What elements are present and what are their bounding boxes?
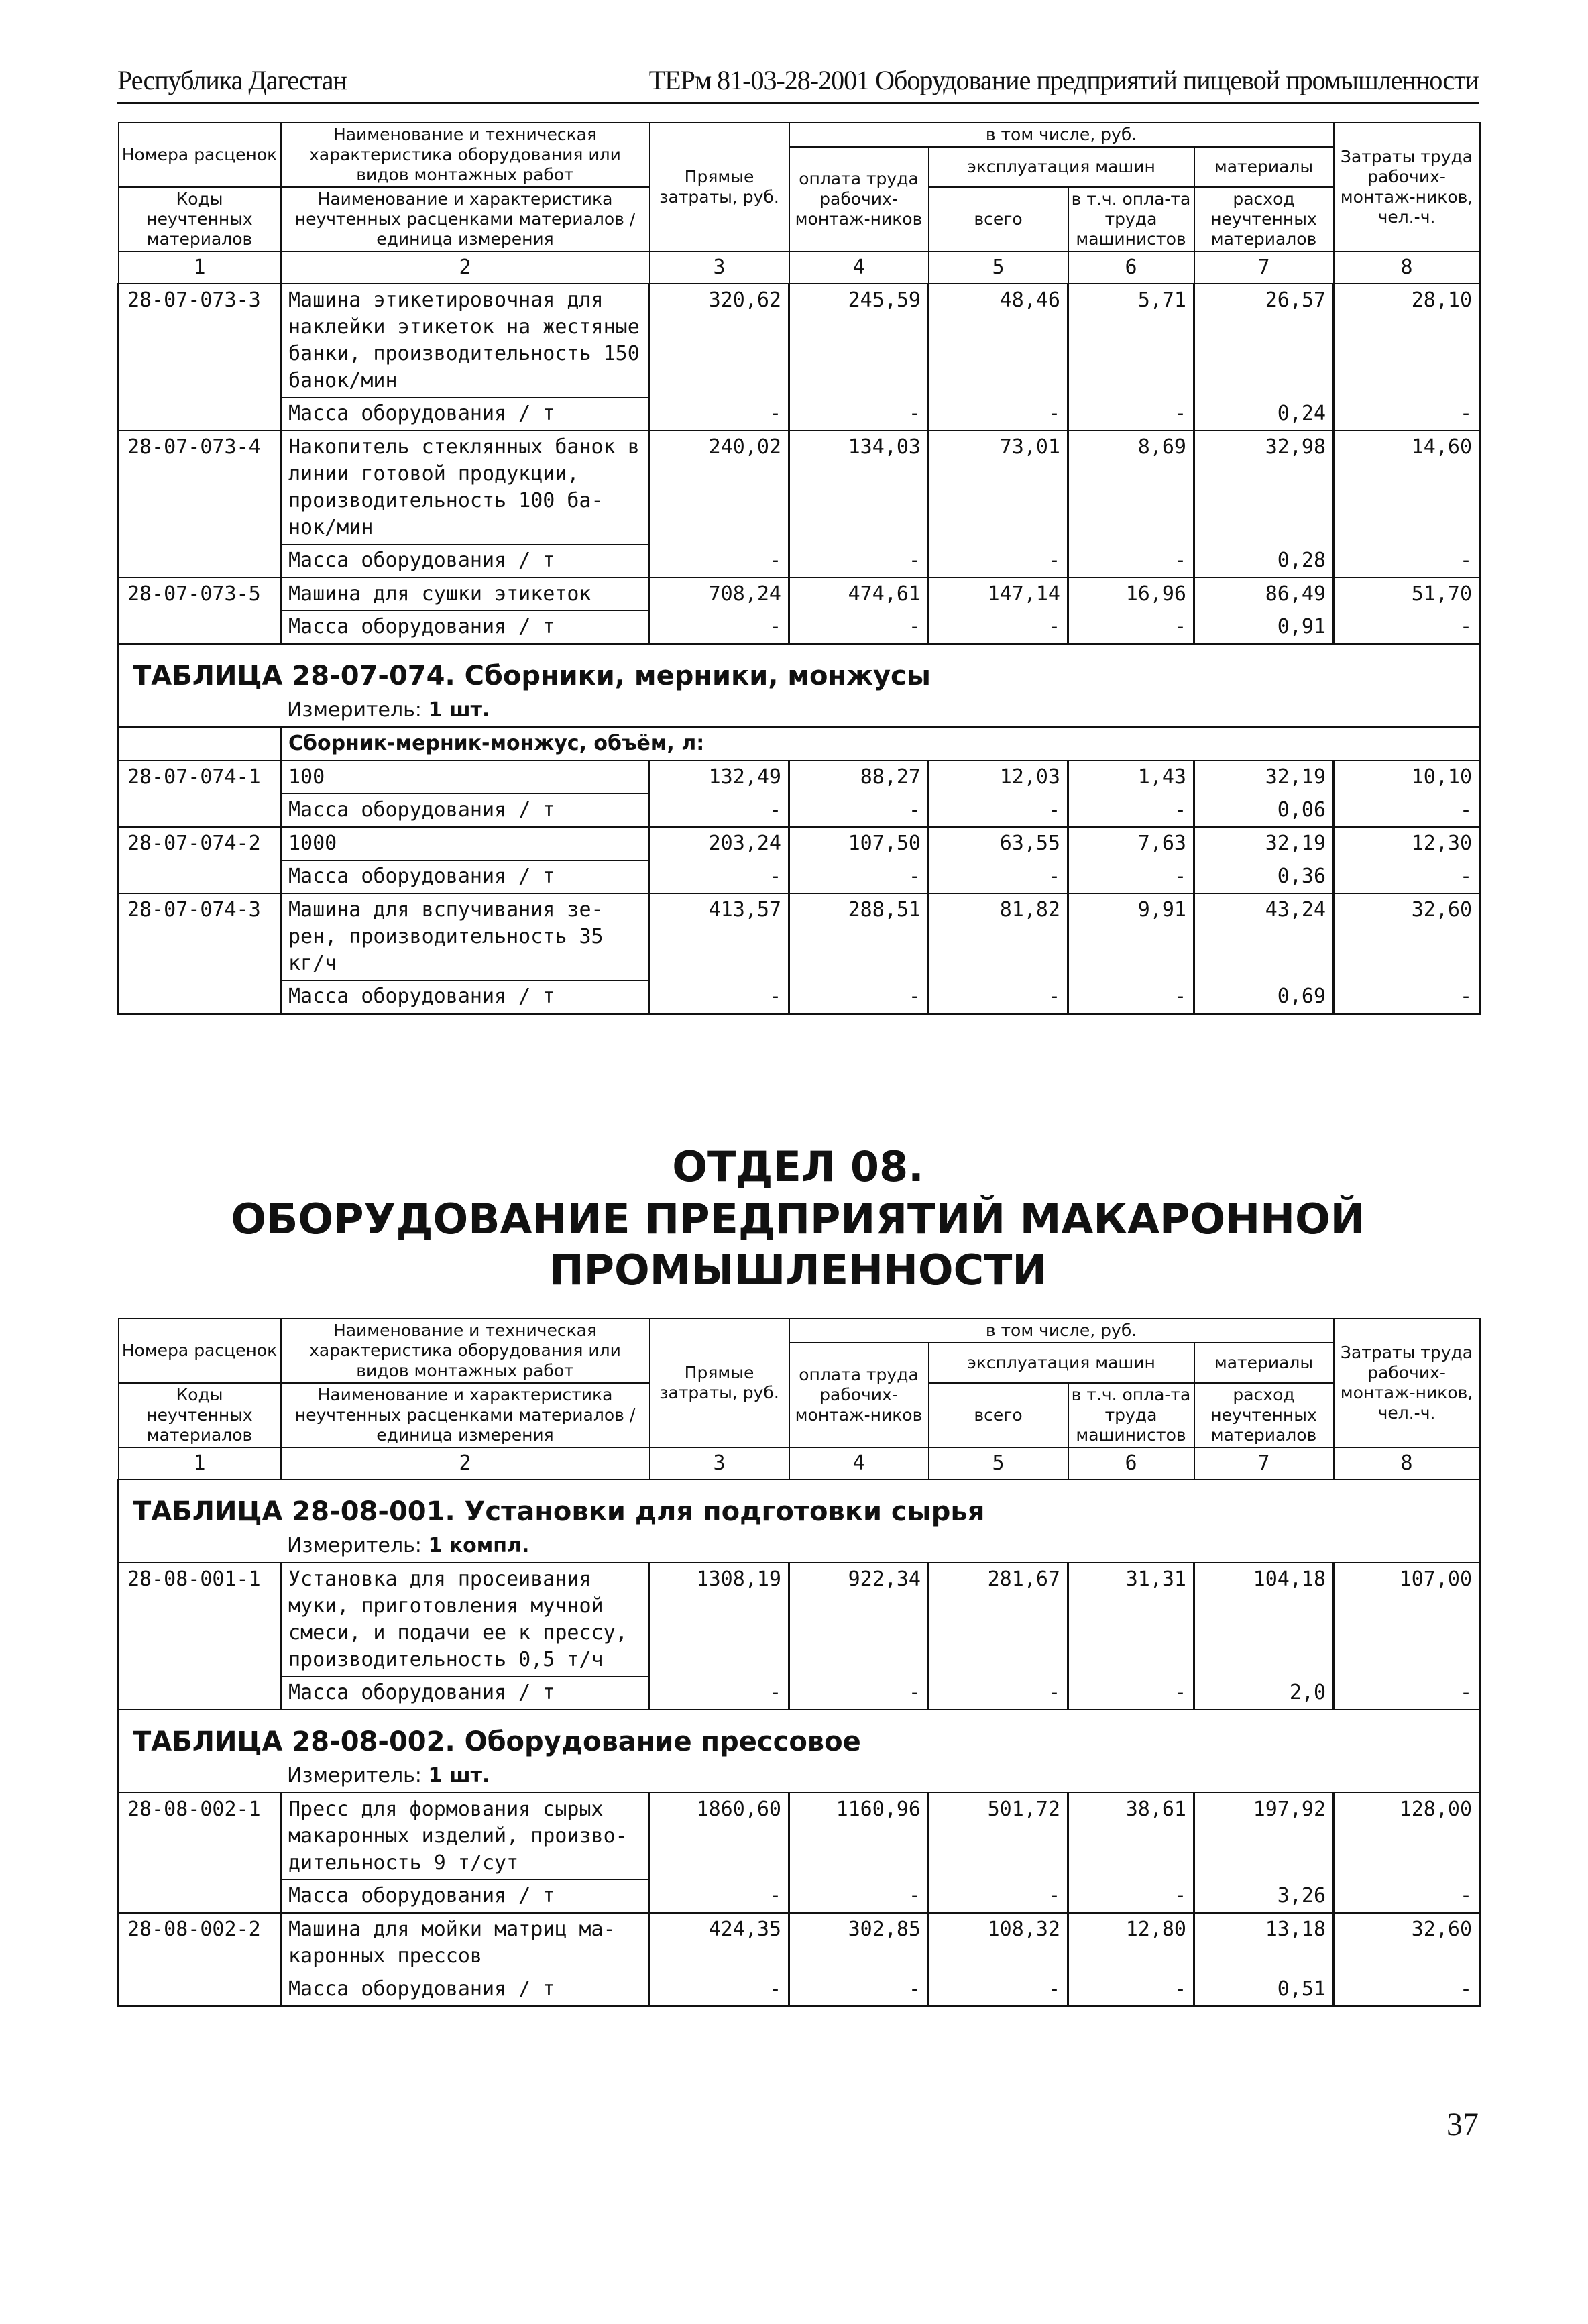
mass-m4: - [789,398,929,431]
mass-m3: - [650,611,789,645]
empty-code-cell [119,611,281,645]
mass-m3: - [650,794,789,828]
value-c7: 43,24 [1194,893,1334,981]
rate-code: 28-07-074-2 [119,827,281,861]
column-number: 5 [929,1447,1068,1480]
value-c3: 1308,19 [650,1563,789,1677]
column-number: 5 [929,252,1068,284]
value-c5: 501,72 [929,1793,1068,1880]
header-naim1: Наименование и техническая характеристика оборудования или видов монтажных работ [281,1319,650,1383]
mass-m3: - [650,981,789,1014]
rate-name: Установка для просеивания муки, приготовления мучной смеси, и подачи ее к прессу, производительность 0,5 т/ч [281,1563,650,1677]
section-title-line2: ПРОМЫШЛЕННОСТИ [549,1246,1047,1294]
column-number: 8 [1334,1447,1480,1480]
value-c4: 107,50 [789,827,929,861]
header-v-tom-chisle: в том числе, руб. [789,1319,1334,1343]
value-c3: 320,62 [650,284,789,398]
rate-name: 100 [281,761,650,794]
rate-code: 28-07-074-3 [119,893,281,981]
mass-m8: - [1334,1973,1480,2007]
rate-name: Машина для сушки этикеток [281,577,650,611]
header-oplata: оплата труда рабочих-монтаж-ников [789,1343,929,1447]
table-row [119,893,1480,981]
empty-code-cell [119,1880,281,1914]
meter-label: Измеритель: [287,1534,429,1557]
value-c4: 474,61 [789,577,929,611]
table-row [119,1563,1480,1677]
mass-m4: - [789,611,929,645]
mass-m5: - [929,981,1068,1014]
mass-m5: - [929,861,1068,894]
mass-m7: 0,36 [1194,861,1334,894]
table-title-row [119,1480,1480,1563]
section-title-line1: ОБОРУДОВАНИЕ ПРЕДПРИЯТИЙ МАКАРОННОЙ [231,1195,1365,1243]
table-row [119,1793,1480,1880]
table-title-row [119,1710,1480,1793]
value-c8: 14,60 [1334,431,1480,545]
mass-label: Масса оборудования / т [281,794,650,828]
column-number: 6 [1068,1447,1194,1480]
mass-m8: - [1334,1677,1480,1710]
column-number: 3 [650,252,789,284]
empty-code-cell [119,398,281,431]
value-c3: 424,35 [650,1913,789,1973]
header-naim1: Наименование и техническая характеристика оборудования или видов монтажных работ [281,123,650,187]
mass-m4: - [789,1973,929,2007]
mass-m6: - [1068,1973,1194,2007]
header-vt-oplata: в т.ч. опла-та труда машинистов [1068,187,1194,252]
meter-label: Измеритель: [287,1764,429,1787]
value-c5: 108,32 [929,1913,1068,1973]
value-c8: 12,30 [1334,827,1480,861]
value-c6: 31,31 [1068,1563,1194,1677]
value-c4: 88,27 [789,761,929,794]
header-materialy: материалы [1194,147,1334,187]
column-numbers-row [119,252,1480,284]
mass-m4: - [789,1677,929,1710]
value-c6: 8,69 [1068,431,1194,545]
mass-m5: - [929,398,1068,431]
value-c8: 32,60 [1334,1913,1480,1973]
value-c5: 12,03 [929,761,1068,794]
mass-m5: - [929,1677,1068,1710]
mass-m3: - [650,398,789,431]
column-number: 2 [281,252,650,284]
mass-m7: 0,69 [1194,981,1334,1014]
value-c6: 16,96 [1068,577,1194,611]
value-c4: 245,59 [789,284,929,398]
column-number: 4 [789,252,929,284]
empty-code-cell [119,1677,281,1710]
rate-code: 28-08-002-2 [119,1913,281,1973]
value-c3: 203,24 [650,827,789,861]
value-c5: 147,14 [929,577,1068,611]
table-row [119,577,1480,611]
mass-row [119,611,1480,645]
mass-label: Масса оборудования / т [281,545,650,578]
value-c3: 1860,60 [650,1793,789,1880]
value-c7: 32,19 [1194,827,1334,861]
mass-m8: - [1334,398,1480,431]
mass-m3: - [650,545,789,578]
header-ekspl: эксплуатация машин [929,147,1194,187]
table-row [119,761,1480,794]
value-c6: 9,91 [1068,893,1194,981]
value-c8: 128,00 [1334,1793,1480,1880]
meter-label: Измеритель: [287,698,429,722]
header-zatraty: Затраты труда рабочих-монтаж-ников, чел.-ч. [1334,123,1480,252]
value-c5: 81,82 [929,893,1068,981]
mass-m7: 3,26 [1194,1880,1334,1914]
value-c8: 10,10 [1334,761,1480,794]
header-vt-oplata: в т.ч. опла-та труда машинистов [1068,1383,1194,1447]
header-row-1 [119,1319,1480,1343]
mass-label: Масса оборудования / т [281,1880,650,1914]
value-c7: 26,57 [1194,284,1334,398]
rates-table-08 [117,1318,1481,2007]
value-c3: 708,24 [650,577,789,611]
mass-m3: - [650,1973,789,2007]
subheading-row [119,727,1480,761]
value-c6: 1,43 [1068,761,1194,794]
value-c8: 28,10 [1334,284,1480,398]
mass-m6: - [1068,398,1194,431]
table-title: ТАБЛИЦА 28-08-002. Оборудование прессовое [133,1726,861,1757]
rate-code: 28-08-002-1 [119,1793,281,1880]
mass-m4: - [789,545,929,578]
mass-m5: - [929,794,1068,828]
column-number: 7 [1194,252,1334,284]
value-c6: 7,63 [1068,827,1194,861]
mass-row [119,1880,1480,1914]
table-title-cell [119,644,1480,727]
mass-m6: - [1068,1880,1194,1914]
header-vsego: всего [929,1383,1068,1447]
mass-m4: - [789,1880,929,1914]
rate-code: 28-07-073-4 [119,431,281,545]
header-naim2: Наименование и характеристика неучтенных расценками материалов / единица измерения [281,187,650,252]
mass-m8: - [1334,1880,1480,1914]
value-c3: 132,49 [650,761,789,794]
table-row [119,1913,1480,1973]
mass-label: Масса оборудования / т [281,1677,650,1710]
mass-row [119,398,1480,431]
table-title: ТАБЛИЦА 28-08-001. Установки для подготовки сырья [133,1496,985,1527]
mass-m4: - [789,861,929,894]
column-number: 4 [789,1447,929,1480]
running-header [117,64,1479,104]
mass-row [119,981,1480,1014]
rate-code: 28-07-073-5 [119,577,281,611]
column-number: 7 [1194,1447,1334,1480]
empty-code-cell [119,545,281,578]
rate-name: Пресс для формования сырых макаронных изделий, произво-дительность 9 т/сут [281,1793,650,1880]
mass-m3: - [650,1677,789,1710]
empty-code-cell [119,861,281,894]
header-v-tom-chisle: в том числе, руб. [789,123,1334,147]
header-nomera: Номера расценок [119,1319,281,1383]
column-number: 2 [281,1447,650,1480]
rate-code: 28-07-073-3 [119,284,281,398]
section-number: ОТДЕЛ 08. [672,1142,924,1191]
mass-label: Масса оборудования / т [281,1973,650,2007]
header-kody: Коды неучтенных материалов [119,1383,281,1447]
header-ekspl: эксплуатация машин [929,1343,1194,1383]
mass-m7: 0,24 [1194,398,1334,431]
mass-m5: - [929,611,1068,645]
meter-value: 1 компл. [428,1534,530,1557]
mass-m6: - [1068,611,1194,645]
rate-name: Машина для вспучивания зе-рен, производительность 35 кг/ч [281,893,650,981]
page-number: 37 [1447,2107,1479,2142]
value-c7: 197,92 [1194,1793,1334,1880]
mass-m3: - [650,861,789,894]
header-rashod: расход неучтенных материалов [1194,187,1334,252]
table-meter [119,1760,1479,1792]
table-title-cell [119,1710,1480,1793]
rate-code: 28-08-001-1 [119,1563,281,1677]
header-rashod: расход неучтенных материалов [1194,1383,1334,1447]
mass-m8: - [1334,794,1480,828]
mass-row [119,545,1480,578]
meter-value: 1 шт. [428,1764,490,1787]
column-number: 1 [119,252,281,284]
mass-m8: - [1334,545,1480,578]
section-heading [117,1140,1479,1296]
value-c5: 281,67 [929,1563,1068,1677]
rate-code: 28-07-074-1 [119,761,281,794]
value-c7: 32,98 [1194,431,1334,545]
mass-row [119,1677,1480,1710]
mass-label: Масса оборудования / т [281,398,650,431]
mass-m5: - [929,1973,1068,2007]
mass-m7: 0,28 [1194,545,1334,578]
mass-label: Масса оборудования / т [281,861,650,894]
table-row [119,284,1480,398]
header-document-title: ТЕРм 81-03-28-2001 Оборудование предприятий пищевой промышленности [648,65,1479,95]
table-meter [119,1530,1479,1562]
mass-m7: 0,91 [1194,611,1334,645]
mass-m6: - [1068,861,1194,894]
table-meter [119,694,1479,726]
mass-m6: - [1068,1677,1194,1710]
value-c7: 13,18 [1194,1913,1334,1973]
header-pryamye: Прямые затраты, руб. [650,123,789,252]
rate-name: Машина для мойки матриц ма-каронных прессов [281,1913,650,1973]
header-region: Республика Дагестан [117,65,347,95]
mass-m7: 0,51 [1194,1973,1334,2007]
meter-value: 1 шт. [428,698,490,722]
value-c8: 32,60 [1334,893,1480,981]
value-c4: 1160,96 [789,1793,929,1880]
header-naim2: Наименование и характеристика неучтенных расценками материалов / единица измерения [281,1383,650,1447]
mass-label: Масса оборудования / т [281,981,650,1014]
rate-name: Машина этикетировочная для наклейки этикеток на жестяные банки, производительность 150 банок/мин [281,284,650,398]
value-c8: 51,70 [1334,577,1480,611]
value-c5: 48,46 [929,284,1068,398]
value-c6: 38,61 [1068,1793,1194,1880]
value-c3: 240,02 [650,431,789,545]
mass-m5: - [929,545,1068,578]
header-vsego: всего [929,187,1068,252]
mass-m6: - [1068,981,1194,1014]
empty-code-cell [119,1973,281,2007]
mass-m7: 2,0 [1194,1677,1334,1710]
table-row [119,431,1480,545]
mass-m8: - [1334,611,1480,645]
rates-table-07 [117,122,1481,1015]
mass-m8: - [1334,861,1480,894]
value-c3: 413,57 [650,893,789,981]
value-c5: 63,55 [929,827,1068,861]
value-c5: 73,01 [929,431,1068,545]
value-c7: 104,18 [1194,1563,1334,1677]
header-materialy: материалы [1194,1343,1334,1383]
column-number: 3 [650,1447,789,1480]
column-numbers-row [119,1447,1480,1480]
mass-m8: - [1334,981,1480,1014]
value-c4: 134,03 [789,431,929,545]
mass-label: Масса оборудования / т [281,611,650,645]
rate-name: 1000 [281,827,650,861]
mass-m3: - [650,1880,789,1914]
value-c7: 86,49 [1194,577,1334,611]
header-kody: Коды неучтенных материалов [119,187,281,252]
value-c6: 5,71 [1068,284,1194,398]
mass-m5: - [929,1880,1068,1914]
empty-code-cell [119,981,281,1014]
mass-row [119,794,1480,828]
table-row [119,827,1480,861]
table-title-row [119,644,1480,727]
value-c6: 12,80 [1068,1913,1194,1973]
rate-name: Накопитель стеклянных банок в линии готовой продукции, производительность 100 ба-нок/мин [281,431,650,545]
subheading: Сборник-мерник-монжус, объём, л: [281,727,1480,761]
header-oplata: оплата труда рабочих-монтаж-ников [789,147,929,252]
table-title: ТАБЛИЦА 28-07-074. Сборники, мерники, монжусы [133,661,931,691]
header-pryamye: Прямые затраты, руб. [650,1319,789,1447]
value-c8: 107,00 [1334,1563,1480,1677]
column-number: 8 [1334,252,1480,284]
value-c4: 302,85 [789,1913,929,1973]
table-title-cell [119,1480,1480,1563]
mass-m6: - [1068,794,1194,828]
value-c4: 288,51 [789,893,929,981]
mass-m7: 0,06 [1194,794,1334,828]
value-c7: 32,19 [1194,761,1334,794]
header-zatraty: Затраты труда рабочих-монтаж-ников, чел.-ч. [1334,1319,1480,1447]
header-nomera: Номера расценок [119,123,281,187]
column-number: 1 [119,1447,281,1480]
mass-m4: - [789,794,929,828]
header-row-1 [119,123,1480,147]
mass-row [119,861,1480,894]
empty-code-cell [119,727,281,761]
mass-m4: - [789,981,929,1014]
column-number: 6 [1068,252,1194,284]
mass-m6: - [1068,545,1194,578]
value-c4: 922,34 [789,1563,929,1677]
mass-row [119,1973,1480,2007]
empty-code-cell [119,794,281,828]
